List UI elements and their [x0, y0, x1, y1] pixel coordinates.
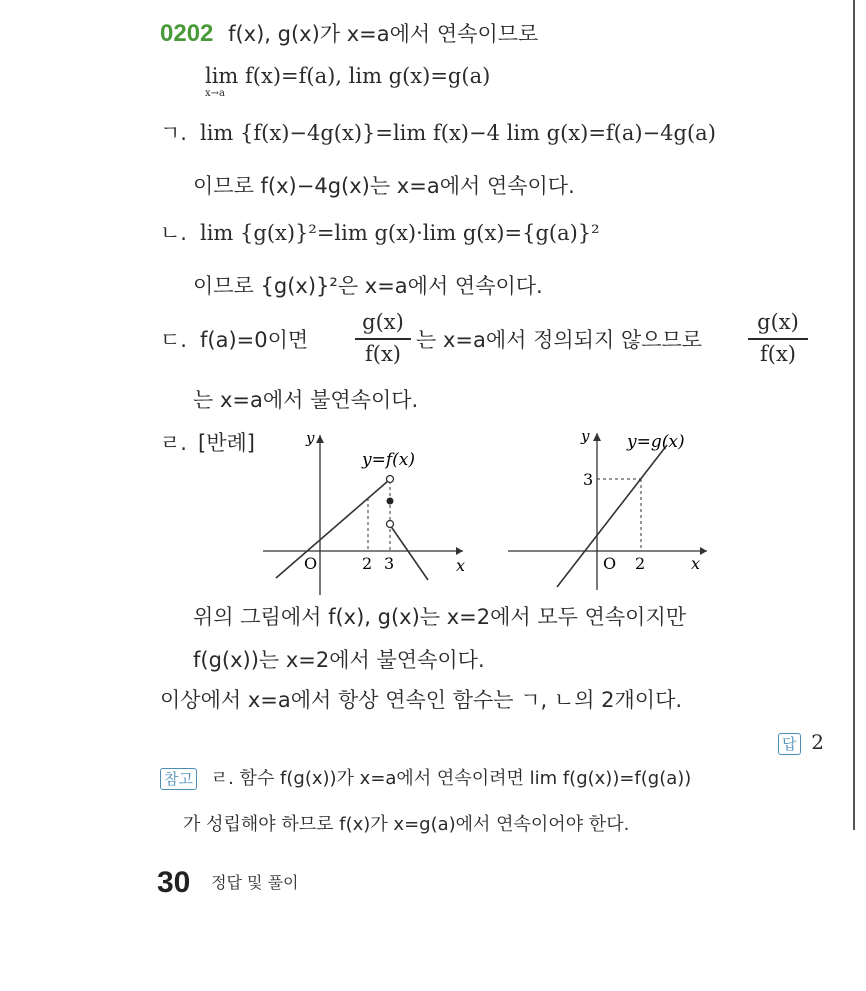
page-number: 30 [157, 866, 191, 899]
g-x-label: x [691, 554, 701, 573]
graph-g [505, 425, 710, 595]
f-y-label: y [306, 429, 315, 447]
problem-line-1: f(x), g(x)가 x=a에서 연속이므로 [228, 22, 539, 46]
open-dot-top [387, 476, 394, 483]
answer [778, 732, 824, 755]
item-eq-pre-3: f(a)=0이면 [200, 328, 309, 352]
note-line-1 [160, 768, 691, 790]
g-y-label: y [581, 427, 590, 445]
f-origin: O [304, 554, 318, 573]
footer-title: 정답 및 풀이 [211, 873, 299, 892]
item-label-1: ㄱ. [160, 121, 187, 145]
problem-number: 0202 [160, 20, 214, 47]
item-label-3: ㄷ. [160, 328, 187, 352]
f-curve-label: y=f(x) [362, 450, 415, 470]
x-axis-arrow [456, 547, 463, 555]
item-text-1: 이므로 f(x)−4g(x)는 x=a에서 연속이다. [193, 174, 575, 198]
frac-bar-2 [748, 338, 808, 340]
f-x-label: x [456, 556, 466, 575]
item-eq-1: lim {f(x)−4g(x)}=lim f(x)−4 lim g(x)=f(a)−4g(a) [200, 121, 716, 145]
x-axis-arrow [700, 547, 707, 555]
answer-value: 2 [811, 730, 824, 754]
y-axis-arrow [316, 435, 324, 443]
item-text-2: 이므로 {g(x)}²은 x=a에서 연속이다. [193, 274, 543, 298]
item-label-4: ㄹ. [160, 431, 187, 455]
explain-line-2: f(g(x))는 x=2에서 불연속이다. [193, 648, 485, 672]
g-curve-label: y=g(x) [627, 432, 685, 452]
lim-subscript: x→a [205, 88, 225, 99]
graph-f [258, 425, 468, 600]
g-tick-y: 3 [583, 470, 594, 489]
open-dot-bottom [387, 521, 394, 528]
frac-denominator: f(x) [364, 342, 401, 366]
conclusion: 이상에서 x=a에서 항상 연속인 함수는 ㄱ, ㄴ의 2개이다. [160, 688, 683, 712]
counterexample-label: [반례] [198, 431, 255, 455]
g-tick-x: 2 [635, 554, 646, 573]
f-segment-right [390, 525, 428, 580]
footer [157, 868, 299, 898]
item-eq-2: lim {g(x)}²=lim g(x)·lim g(x)={g(a)}² [200, 221, 600, 245]
f-tick-2: 2 [362, 554, 373, 573]
frac-numerator: g(x) [362, 310, 404, 334]
answer-tag: 답 [778, 733, 801, 755]
filled-dot [387, 498, 394, 505]
item-label-2: ㄴ. [160, 221, 187, 245]
f-tick-3: 3 [384, 554, 395, 573]
note-tag: 참고 [160, 768, 197, 790]
page-column-rule [853, 0, 855, 830]
frac-denominator-2: f(x) [759, 342, 796, 366]
problem-header [160, 22, 538, 46]
frac-numerator-2: g(x) [757, 310, 799, 334]
item-eq-mid-3: 는 x=a에서 정의되지 않으므로 [416, 328, 703, 352]
note-line-2: 가 성립해야 하므로 f(x)가 x=g(a)에서 연속이어야 한다. [183, 814, 630, 835]
frac-bar [355, 338, 411, 340]
item-text-3: 는 x=a에서 불연속이다. [193, 388, 419, 412]
y-axis-arrow [593, 433, 601, 441]
problem-line-2: lim f(x)=f(a), lim g(x)=g(a) [205, 64, 491, 88]
explain-line-1: 위의 그림에서 f(x), g(x)는 x=2에서 모두 연속이지만 [193, 605, 687, 629]
note-text-1: ㄹ. 함수 f(g(x))가 x=a에서 연속이려면 lim f(g(x))=f(g(a)) [210, 768, 692, 789]
g-origin: O [603, 554, 617, 573]
